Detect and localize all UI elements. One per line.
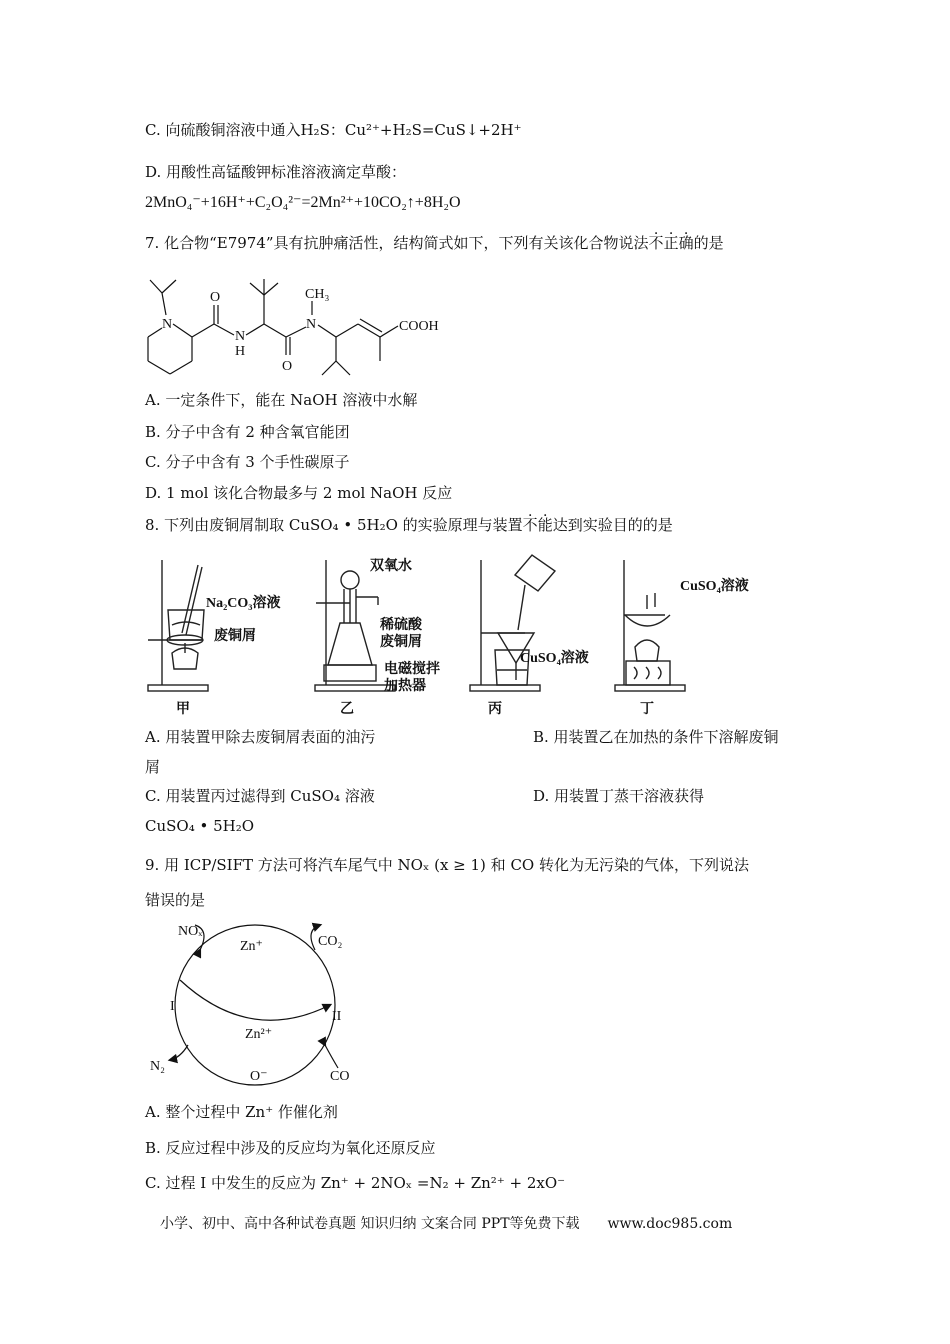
- q8-stem: 8. 下列由废铜屑制取 CuSO₄ • 5H₂O 的实验原理与装置不能达到实验目的的是: [145, 516, 673, 534]
- q7-option-d: D. 1 mol 该化合物最多与 2 mol NaOH 反应: [145, 484, 453, 502]
- q9-nox-label: NOₓ: [178, 924, 203, 939]
- q7-option-c: C. 分子中含有 3 个手性碳原子: [145, 453, 350, 471]
- q7-atom-nh-n: N: [235, 329, 246, 344]
- q7-stem: 7. 化合物“E7974”具有抗肿痛活性，结构简式如下，下列有关该化合物说法不正确的是: [145, 234, 724, 252]
- q7-atom-nh-h: H: [235, 344, 246, 359]
- q7-atom-n1: N: [162, 317, 173, 332]
- q8-option-c: C. 用装置丙过滤得到 CuSO₄ 溶液: [145, 787, 375, 805]
- q9-zn-plus-label: Zn⁺: [240, 939, 263, 954]
- q8-option-b: B. 用装置乙在加热的条件下溶解废铜: [533, 728, 779, 746]
- q7-option-a: A. 一定条件下，能在 NaOH 溶液中水解: [145, 391, 418, 409]
- q6-option-c: C. 向硫酸铜溶液中通入H₂S：Cu²⁺+H₂S=CuS↓+2H⁺: [145, 121, 522, 139]
- page-footer: [160, 1213, 732, 1233]
- q8-option-a: A. 用装置甲除去废铜屑表面的油污: [145, 728, 376, 746]
- q7-option-b: B. 分子中含有 2 种含氧官能团: [145, 423, 350, 441]
- q9-zn2-label: Zn²⁺: [245, 1027, 273, 1042]
- q8-yi-label-4: 电磁搅拌: [384, 662, 440, 677]
- q8-bing-name: 丙: [488, 702, 502, 717]
- q8-option-d: D. 用装置丁蒸干溶液获得: [533, 787, 705, 805]
- q7-atom-o2: O: [282, 359, 293, 374]
- q8-yi-label-2: 稀硫酸: [380, 618, 422, 633]
- q9-option-c: C. 过程 I 中发生的反应为 Zn⁺ + 2NOₓ =N₂ + Zn²⁺ + 2xO⁻: [145, 1174, 566, 1192]
- q7-atom-n2: N: [306, 317, 317, 332]
- q8-jia-name: 甲: [176, 702, 190, 717]
- q9-o-minus-label: O⁻: [250, 1069, 268, 1084]
- q9-process-ii-label: II: [332, 1009, 342, 1024]
- q9-process-i-label: I: [170, 999, 175, 1014]
- footer-url[interactable]: www.doc985.com: [607, 1216, 733, 1232]
- q8-yi-name: 乙: [340, 702, 354, 717]
- q6-option-d-equation: 2MnO₄⁻+16H⁺+C₂O₄²⁻=2Mn²⁺+10CO₂↑+8H₂O: [145, 194, 461, 211]
- q7-structure-diagram: [140, 275, 460, 390]
- q8-jia-label-1: Na₂CO₃溶液: [206, 596, 281, 611]
- q9-option-b: B. 反应过程中涉及的反应均为氧化还原反应: [145, 1139, 436, 1157]
- q8-bing-label-1: CuSO₄溶液: [520, 651, 589, 666]
- q7-methyl-label: CH₃: [305, 287, 330, 302]
- q8-yi-label-5: 加热器: [384, 679, 426, 694]
- q9-stem-line-1: 9. 用 ICP/SIFT 方法可将汽车尾气中 NOₓ (x ≥ 1) 和 CO 转化为无污染的气体，下列说法: [145, 856, 749, 874]
- q9-co-label: CO: [330, 1069, 350, 1084]
- q8-option-c-continued: CuSO₄ • 5H₂O: [145, 817, 255, 835]
- q8-apparatus-figure: [140, 545, 780, 720]
- footer-text: 小学、初中、高中各种试卷真题 知识归纳 文案合同 PPT等免费下载: [160, 1216, 580, 1232]
- q8-ding-label-1: CuSO₄溶液: [680, 579, 749, 594]
- q9-cycle-diagram: [140, 920, 390, 1090]
- q8-jia-label-2: 废铜屑: [214, 629, 256, 644]
- q8-option-a-continued: 屑: [145, 758, 161, 776]
- q7-cooh-label: COOH: [399, 319, 439, 334]
- q9-n2-label: N₂: [150, 1059, 165, 1074]
- q8-ding-name: 丁: [640, 702, 654, 717]
- q7-atom-o1: O: [210, 290, 221, 305]
- q9-co2-label: CO₂: [318, 934, 343, 949]
- q9-option-a: A. 整个过程中 Zn⁺ 作催化剂: [145, 1103, 338, 1121]
- q8-yi-label-1: 双氧水: [370, 559, 412, 574]
- q9-stem-line-2: 错误的是: [145, 891, 206, 909]
- q6-option-d: D. 用酸性高锰酸钾标准溶液滴定草酸：: [145, 163, 407, 181]
- q8-yi-label-3: 废铜屑: [380, 635, 422, 650]
